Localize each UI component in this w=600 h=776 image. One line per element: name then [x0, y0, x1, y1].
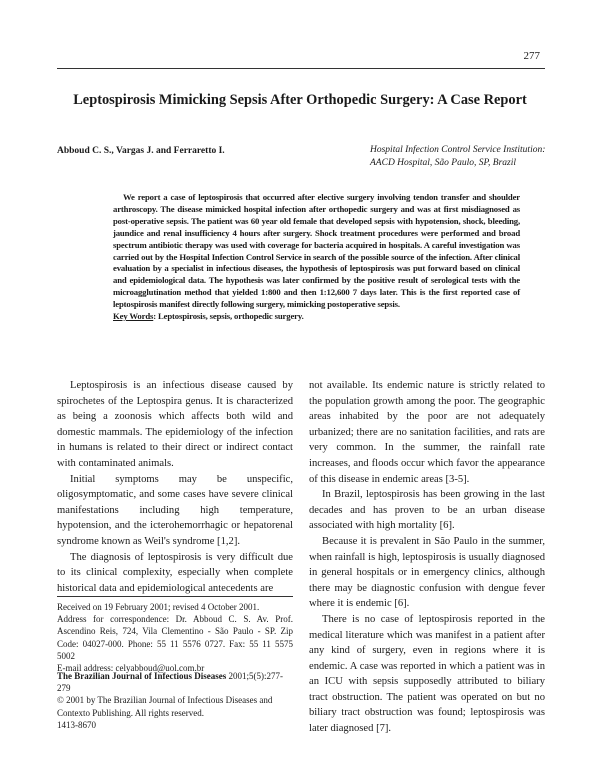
paragraph: In Brazil, leptospirosis has been growing in the last decades and has proven to be an urban disease associated with high mortality [6]. — [309, 489, 545, 532]
keywords: : Leptospirosis, sepsis, orthopedic surgery. — [153, 311, 304, 322]
abstract — [113, 192, 520, 323]
affiliation-line-1: Hospital Infection Control Service Institution: — [370, 145, 546, 155]
journal-info — [57, 670, 293, 731]
authors: Abboud C. S., Vargas J. and Ferraretto I. — [57, 146, 225, 156]
body-column-right — [309, 378, 545, 737]
affiliation-line-2: AACD Hospital, São Paulo, SP, Brazil — [370, 158, 517, 168]
issn: 1413-8670 — [57, 719, 96, 730]
journal-citation: 2001;5(5):277-279 — [57, 671, 284, 694]
footnote — [57, 601, 293, 674]
paragraph-continued: not available. Its endemic nature is strictly related to the population growth among the poor. The geographic areas inhabited by the poor are not adequately urbanized; there are no sanitation facilities, and rats are very common. In the summer, the rainfall rate increases, and floods occur which favor the appearance of this disease in endemic areas [3-5]. — [309, 380, 545, 485]
page-number: 277 — [523, 50, 540, 62]
keywords-label: Key Words — [113, 311, 154, 322]
email-address: E-mail address: celyabboud@uol.com.br — [57, 663, 205, 674]
affiliation — [370, 144, 545, 170]
abstract-text: We report a case of leptospirosis that occurred after elective surgery involving tendon transfer and shoulder arthroscopy. The disease mimicked hospital infection after orthopedic surgery and was at first misdiagnosed as post-operative sepsis. The patient was 60 year old female that developed sepsis with hypotension, shock, bleeding, jaundice and renal insufficiency 4 hours after surgery. Shock treatment procedures were performed and broad spectrum antibiotic therapy was used with coverage for bacteria acquired in hospitals. A careful investigation was carried out by the Hospital Infection Control Service in search of the possible source of the infection. After clinical evaluation by a specialist in infectious diseases, the hypothesis of leptospirosis was put forward based on clinical and epidemiological data. The hypothesis was later confirmed by the positive result of serological tests with the microagglutination method that yielded 1:800 and then 1:12,600 7 days later. This is the first reported case of leptospirosis manifest directly following surgery, mimicking postoperative sepsis. — [113, 192, 520, 310]
paragraph: The diagnosis of leptospirosis is very difficult due to its clinical complexity, especially when complete historical data and epidemiological antecedents are — [57, 551, 293, 594]
body-column-left — [57, 378, 293, 596]
paragraph: Initial symptoms may be unspecific, oligosymptomatic, and some cases have severe clinical manifestations including high temperature, hypotension, and the icterohemorrhagic or hepatorenal syndrome known as Weil's syndrome [1,2]. — [57, 473, 293, 547]
header-rule — [57, 68, 545, 69]
journal-name: The Brazilian Journal of Infectious Diseases — [57, 671, 227, 681]
received-dates: Received on 19 February 2001; revised 4 October 2001. — [57, 602, 260, 612]
article-title: Leptospirosis Mimicking Sepsis After Orthopedic Surgery: A Case Report — [73, 92, 527, 108]
paragraph: Leptospirosis is an infectious disease caused by spirochetes of the Leptospira genus. It is characterized as being a zoonosis which affects both wild and domestic mammals. The epidemiology of the infection in humans is related to their direct or indirect contact with contaminated animals. — [57, 380, 293, 469]
footnote-rule — [57, 596, 293, 597]
paragraph: Because it is prevalent in São Paulo in the summer, when rainfall is high, leptospirosis is usually diagnosed in general hospitals or in emergency clinics, although there may be diagnostic confusion with dengue fever where it is endemic [6]. — [309, 535, 545, 610]
copyright: © 2001 by The Brazilian Journal of Infectious Diseases and Contexto Publishing. All rights reserved. — [57, 695, 273, 718]
paragraph: There is no case of leptospirosis reported in the medical literature which was manifest in a patient after any kind of surgery, even in regions where it is endemic. A case was reported in which a patient was in an ICU with sepsis supposedly attributed to biliary tract obstruction. The patient was operated on but no biliary tract obstruction was found; leptospirosis was later diagnosed [7]. — [309, 613, 545, 735]
correspondence-address: Address for correspondence: Dr. Abboud C. S. Av. Prof. Ascendino Reis, 724, Vila Clementino - São Paulo - SP. Zip Code: 04027-000. Phone: 55 11 5576 0727. Fax: 55 11 5575 5002 — [57, 614, 293, 661]
